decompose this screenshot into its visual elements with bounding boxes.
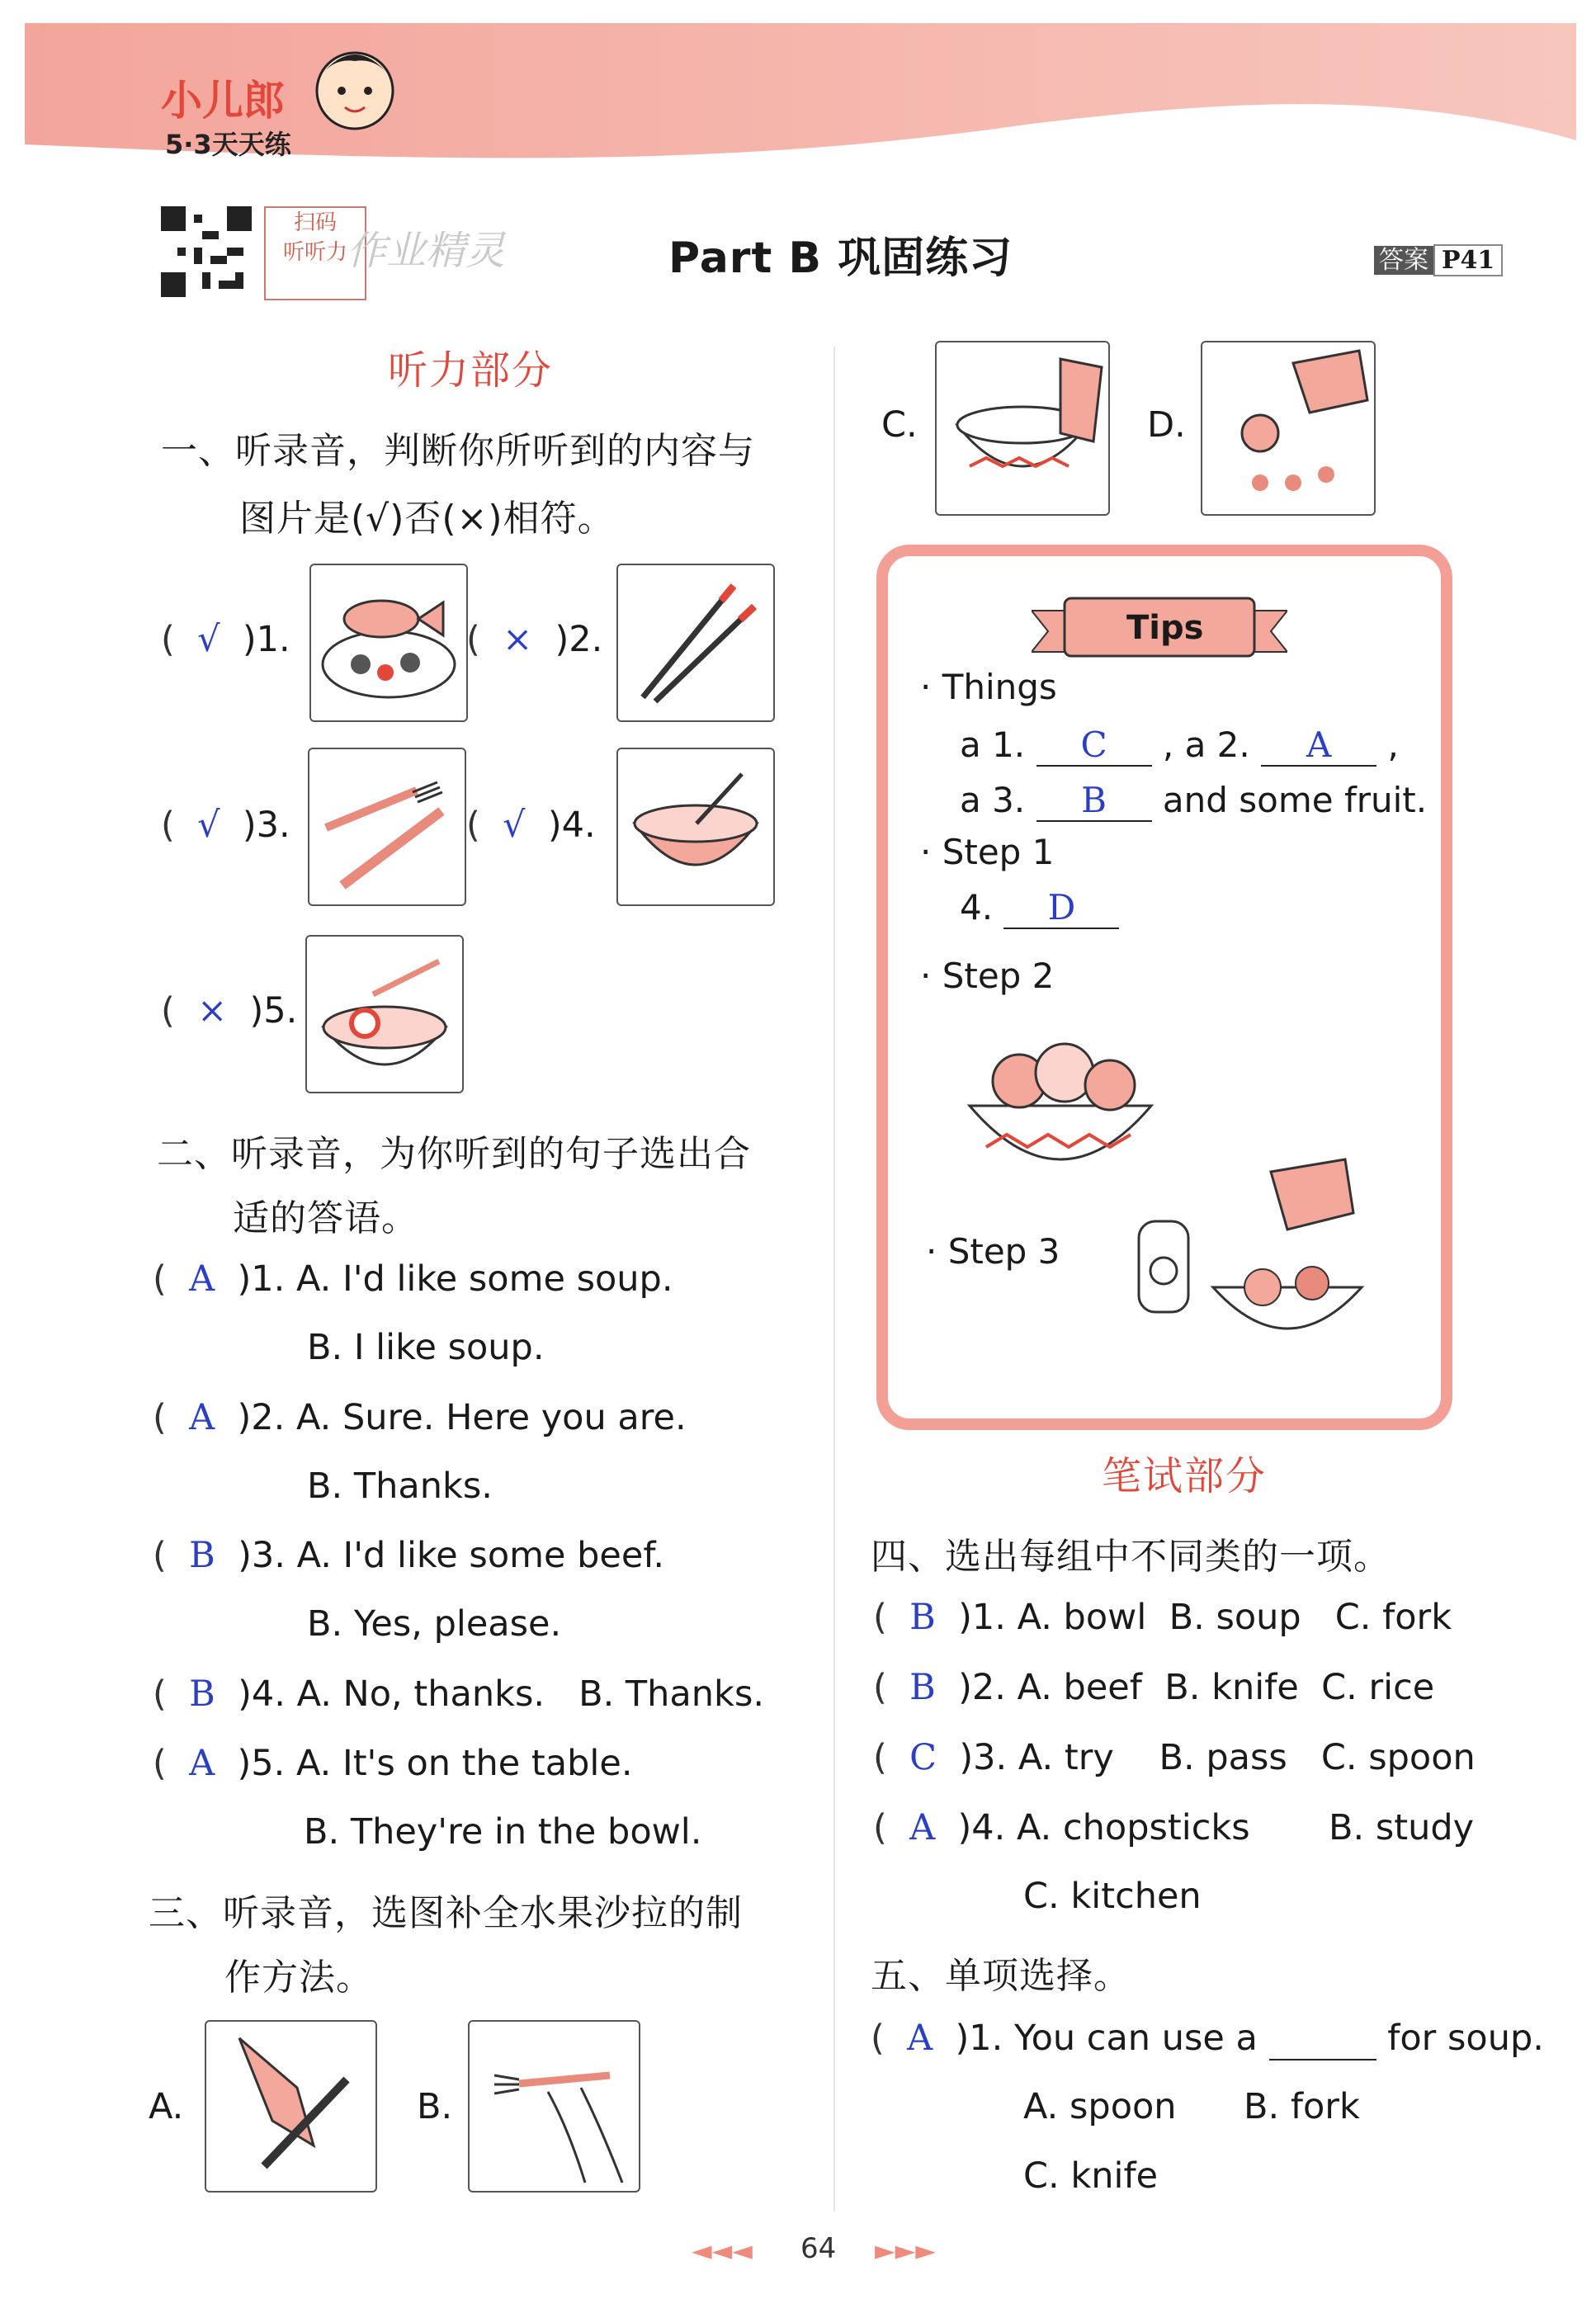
tips-step2: · Step 2: [920, 956, 1055, 996]
q2-answer-2[interactable]: A: [189, 1397, 215, 1438]
mixing-bowl-image: [935, 341, 1110, 516]
q2-item-1-option-b: B. I like soup.: [307, 1327, 545, 1368]
q1-item-2: ( × )2.: [466, 619, 603, 660]
scan-listen-label: 扫码 听听力: [264, 206, 366, 300]
tips-answer-a3[interactable]: B: [1036, 780, 1152, 822]
tips-title: Tips: [1126, 609, 1204, 647]
q4-item-3: ( C )3. A. try B. pass C. spoon: [873, 1737, 1476, 1778]
tips-line-4: 4. D: [960, 887, 1119, 929]
tips-answer-4[interactable]: D: [1003, 887, 1119, 929]
q2-answer-3[interactable]: B: [189, 1535, 215, 1576]
q5-blank-1[interactable]: [1269, 2018, 1376, 2060]
q4-item-2: ( B )2. A. beef B. knife C. rice: [873, 1667, 1435, 1708]
q5-item-1-option-b: B. fork: [1244, 2086, 1360, 2127]
q4-answer-3[interactable]: C: [909, 1737, 937, 1778]
noodle-bowl-image: [305, 935, 464, 1093]
q2-item-4: ( B )4. A. No, thanks. B. Thanks.: [153, 1673, 765, 1715]
chopsticks-image: [616, 564, 775, 722]
q5-answer-1[interactable]: A: [907, 2018, 933, 2059]
q2-item-5: ( A )5. A. It's on the table.: [153, 1743, 633, 1784]
tips-line-a1-a2: a 1. C , a 2. A ,: [960, 725, 1399, 765]
q1-answer-5[interactable]: ×: [197, 990, 228, 1031]
tips-step1: · Step 1: [920, 832, 1055, 872]
q1-item-3: ( √ )3.: [161, 805, 290, 846]
brand-subtitle: 5·3天天练: [165, 129, 291, 160]
q3-title-line2: 作方法。: [224, 1957, 373, 1999]
q5-title: 五、单项选择。: [871, 1955, 1131, 1997]
q2-answer-1[interactable]: A: [189, 1258, 215, 1300]
q4-answer-1[interactable]: B: [909, 1597, 936, 1638]
q1-answer-4[interactable]: √: [503, 805, 526, 846]
q4-answer-4[interactable]: A: [909, 1807, 936, 1848]
q2-item-3: ( B )3. A. I'd like some beef.: [153, 1535, 665, 1576]
fork-hand-image: [468, 2020, 640, 2193]
q4-item-4-option-b: B. study: [1329, 1807, 1475, 1848]
tips-things: · Things: [920, 667, 1057, 707]
q2-item-2: ( A )2. A. Sure. Here you are.: [153, 1397, 687, 1438]
column-divider: [833, 347, 835, 2212]
watermark: 作业精灵: [347, 228, 506, 274]
cutting-knife-image: [205, 2020, 377, 2193]
q2-title-line2: 适的答语。: [233, 1197, 418, 1239]
q1-answer-2[interactable]: ×: [503, 619, 533, 660]
q3-label-a: A.: [149, 2086, 184, 2127]
cutting-fruit-image: [1201, 341, 1376, 516]
q1-item-5: ( × )5.: [161, 990, 298, 1031]
soup-bowl-image: [616, 748, 775, 906]
q1-title-line1: 一、听录音，判断你所听到的内容与: [161, 430, 755, 472]
tips-answer-a2[interactable]: A: [1261, 725, 1376, 767]
q1-item-1: ( √ )1.: [161, 619, 290, 660]
listening-section-title: 听力部分: [388, 347, 554, 394]
q2-title-line1: 二、听录音，为你听到的句子选出合: [157, 1133, 751, 1175]
qr-code[interactable]: [161, 206, 252, 297]
prev-arrows: ◄◄◄: [692, 2235, 753, 2266]
q3-title-line1: 三、听录音，选图补全水果沙拉的制: [149, 1892, 743, 1934]
tips-answer-a1[interactable]: C: [1036, 725, 1152, 767]
writing-section-title: 笔试部分: [1102, 1453, 1268, 1499]
q1-answer-3[interactable]: √: [197, 805, 220, 846]
q4-item-1: ( B )1. A. bowl B. soup C. fork: [873, 1597, 1452, 1638]
q2-item-2-option-b: B. Thanks.: [307, 1466, 493, 1507]
salad-dressing-image: [1131, 1155, 1378, 1353]
q2-answer-4[interactable]: B: [189, 1673, 215, 1715]
q4-item-4: ( A )4. A. chopsticks: [873, 1807, 1250, 1848]
q2-item-1: ( A )1. A. I'd like some soup.: [153, 1258, 673, 1300]
q4-title: 四、选出每组中不同类的一项。: [871, 1536, 1391, 1578]
next-arrows: ►►►: [875, 2235, 936, 2266]
answer-page-tag: 答案 P41: [1374, 239, 1503, 276]
brand-logo: 小儿郎: [161, 77, 285, 125]
q5-item-1-option-c: C. knife: [1023, 2155, 1159, 2197]
page-number: 64: [800, 2232, 837, 2265]
q1-title-line2: 图片是(√)否(×)相符。: [239, 498, 615, 540]
q4-answer-2[interactable]: B: [909, 1667, 936, 1708]
q2-item-3-option-b: B. Yes, please.: [307, 1603, 562, 1645]
q4-item-4-option-c: C. kitchen: [1023, 1876, 1202, 1917]
q1-answer-1[interactable]: √: [197, 619, 220, 660]
q1-item-4: ( √ )4.: [466, 805, 596, 846]
fish-dish-image: [309, 564, 468, 722]
fruit-salad-bowl-image: [961, 1023, 1159, 1205]
q3-label-c: C.: [881, 404, 918, 446]
fork-and-knife-image: [308, 748, 466, 906]
q2-item-5-option-b: B. They're in the bowl.: [304, 1811, 702, 1853]
q5-item-1: ( A )1. You can use a for soup.: [871, 2018, 1544, 2059]
q3-label-b: B.: [417, 2086, 453, 2127]
q3-label-d: D.: [1147, 404, 1186, 446]
q5-item-1-option-a: A. spoon: [1023, 2086, 1177, 2127]
tips-step3: · Step 3: [926, 1231, 1060, 1272]
tips-line-a3: a 3. B and some fruit.: [960, 780, 1428, 820]
page-title: Part B 巩固练习: [668, 234, 1013, 283]
q2-answer-5[interactable]: A: [189, 1743, 215, 1784]
